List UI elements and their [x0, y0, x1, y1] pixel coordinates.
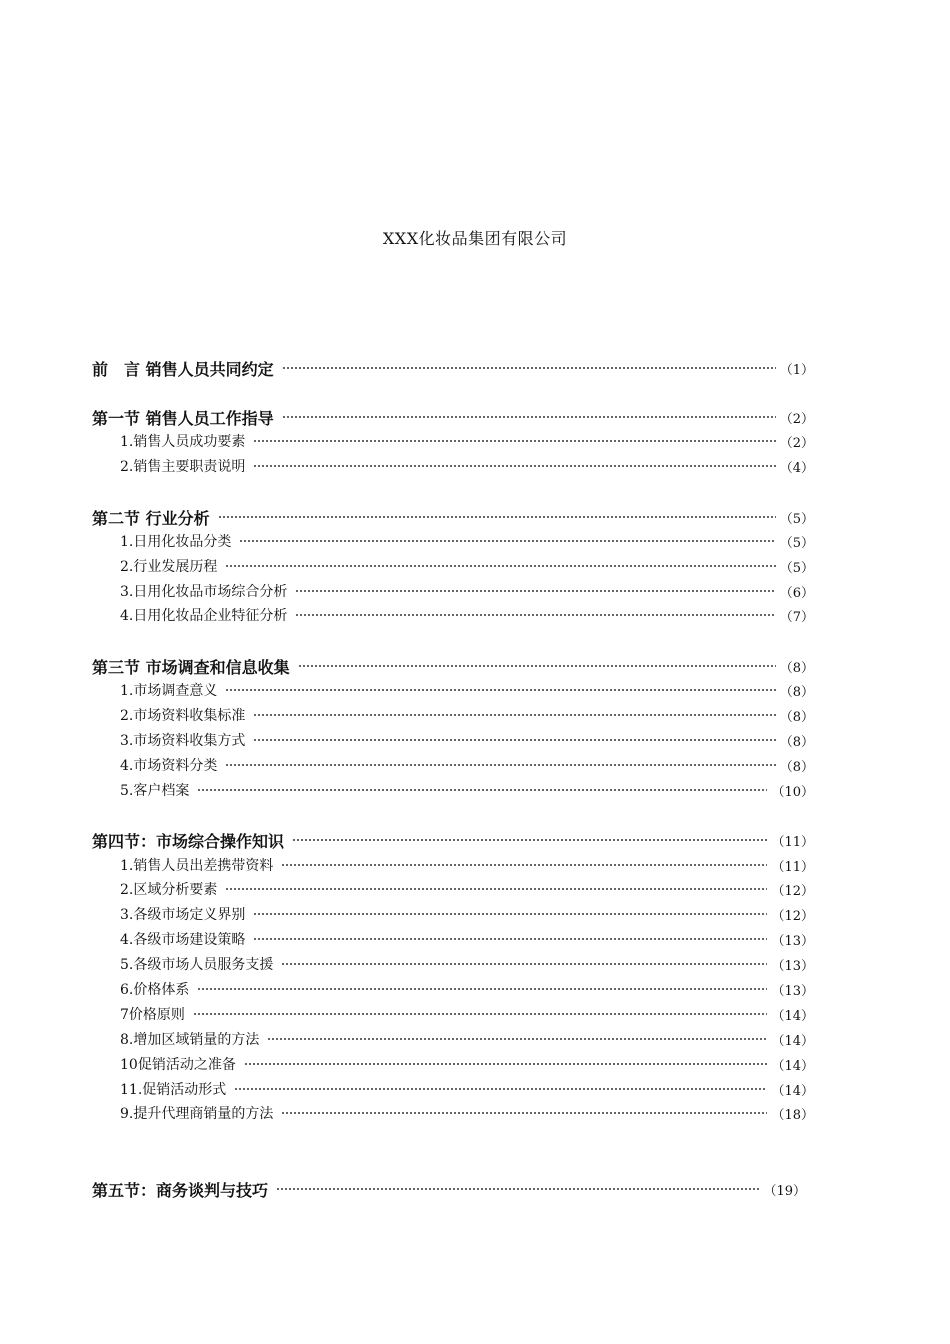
toc-label: 9.提升代理商销量的方法: [120, 1106, 274, 1122]
toc-label: 4.市场资料分类: [120, 758, 218, 774]
dot-leader: [281, 1112, 767, 1114]
toc-label: 第一节 销售人员工作指导: [92, 408, 274, 428]
dot-leader: [197, 988, 767, 990]
toc-item: [120, 928, 814, 950]
dot-leader: [253, 739, 775, 741]
toc-label: 1.日用化妆品分类: [120, 534, 232, 550]
toc-page-number: （7）: [779, 609, 814, 625]
toc-page-number: （18）: [771, 1107, 814, 1123]
dot-leader: [276, 1188, 759, 1190]
toc-page-number: （5）: [779, 560, 814, 576]
toc-item: [120, 854, 814, 876]
toc-page-number: （8）: [779, 734, 814, 750]
toc-page-number: （5）: [779, 535, 814, 551]
toc-label: 第二节 行业分析: [92, 508, 210, 528]
toc-item: [120, 729, 814, 751]
toc-label: 1.销售人员出差携带资料: [120, 858, 274, 874]
dot-leader: [197, 789, 767, 791]
toc-page-number: （5）: [779, 511, 814, 527]
toc-item: [120, 1102, 814, 1124]
toc-page-number: （8）: [779, 684, 814, 700]
toc-label: 2.销售主要职责说明: [120, 459, 246, 475]
dot-leader: [295, 614, 775, 616]
toc-section: [92, 655, 814, 677]
toc-section: [92, 1178, 806, 1200]
toc-item: [120, 779, 814, 801]
toc-page-number: （12）: [771, 883, 814, 899]
dot-leader: [282, 416, 776, 418]
toc-section: [92, 829, 814, 851]
dot-leader: [225, 689, 775, 691]
toc-label: 4.各级市场建设策略: [120, 932, 246, 948]
toc-label: 第三节 市场调查和信息收集: [92, 657, 290, 677]
toc-label: 前 言 销售人员共同约定: [92, 359, 274, 379]
dot-leader: [295, 590, 775, 592]
dot-leader: [253, 714, 775, 716]
toc-label: 2.市场资料收集标准: [120, 708, 246, 724]
toc-item: [120, 1053, 814, 1075]
toc-label: 5.各级市场人员服务支援: [120, 957, 274, 973]
toc-page-number: （13）: [771, 958, 814, 974]
toc-item: [120, 978, 814, 1000]
toc-page-number: （2）: [779, 435, 814, 451]
toc-page-number: （13）: [771, 933, 814, 949]
toc-page-number: （14）: [771, 1033, 814, 1049]
dot-leader: [234, 1088, 767, 1090]
toc-page-number: （10）: [771, 784, 814, 800]
dot-leader: [244, 1063, 768, 1065]
toc-item: [120, 530, 814, 552]
toc-item: [120, 1078, 814, 1100]
toc-page-number: （14）: [771, 1083, 814, 1099]
toc-label: 第四节：市场综合操作知识: [92, 831, 285, 851]
toc-label: 11.促销活动形式: [120, 1082, 227, 1098]
toc-item: [120, 679, 814, 701]
toc-label: 2.区域分析要素: [120, 882, 218, 898]
toc-label: 1.销售人员成功要素: [120, 434, 246, 450]
dot-leader: [298, 665, 776, 667]
dot-leader: [225, 764, 775, 766]
dot-leader: [253, 440, 775, 442]
toc-item: [120, 754, 814, 776]
toc-item: [120, 1003, 814, 1025]
dot-leader: [281, 963, 767, 965]
toc-item: [120, 1028, 814, 1050]
dot-leader: [253, 465, 775, 467]
toc-label: 3.市场资料收集方式: [120, 733, 246, 749]
toc-page-number: （8）: [779, 709, 814, 725]
toc-page-number: （19）: [763, 1183, 806, 1199]
toc-item: [120, 953, 814, 975]
toc-page-number: （1）: [779, 362, 814, 378]
dot-leader: [225, 888, 767, 890]
toc-page-number: （11）: [771, 834, 814, 850]
dot-leader: [281, 864, 767, 866]
toc-item: [120, 430, 814, 452]
toc-label: 6.价格体系: [120, 982, 190, 998]
toc-item: [120, 580, 814, 602]
toc-page-number: （8）: [779, 759, 814, 775]
toc-label: 8.增加区域销量的方法: [120, 1032, 260, 1048]
toc-item: [120, 903, 814, 925]
toc-label: 5.客户档案: [120, 783, 190, 799]
toc-page-number: （4）: [779, 460, 814, 476]
toc-label: 10促销活动之准备: [120, 1057, 236, 1073]
dot-leader: [282, 367, 776, 369]
toc-label: 2.行业发展历程: [120, 559, 218, 575]
toc-item: [120, 455, 814, 477]
toc-item: [120, 878, 814, 900]
toc-page-number: （12）: [771, 908, 814, 924]
dot-leader: [225, 565, 775, 567]
toc-label: 3.各级市场定义界别: [120, 907, 246, 923]
dot-leader: [267, 1038, 767, 1040]
dot-leader: [292, 839, 767, 841]
toc-section: [92, 357, 814, 379]
dot-leader: [193, 1013, 768, 1015]
company-title: XXX化妆品集团有限公司: [382, 229, 568, 248]
toc-item: [120, 704, 814, 726]
dot-leader: [253, 938, 767, 940]
toc-section: [92, 506, 814, 528]
toc-page-number: （14）: [771, 1058, 814, 1074]
toc-label: 3.日用化妆品市场综合分析: [120, 584, 288, 600]
dot-leader: [239, 540, 775, 542]
dot-leader: [218, 516, 776, 518]
toc-item: [120, 604, 814, 626]
toc-label: 1.市场调查意义: [120, 683, 218, 699]
toc-label: 第五节：商务谈判与技巧: [92, 1180, 269, 1200]
toc-item: [120, 555, 814, 577]
toc-label: 7价格原则: [120, 1007, 185, 1023]
toc-page-number: （2）: [779, 411, 814, 427]
toc-page-number: （11）: [771, 859, 814, 875]
toc-page-number: （13）: [771, 983, 814, 999]
toc-section: [92, 406, 814, 428]
dot-leader: [253, 913, 767, 915]
toc-label: 4.日用化妆品企业特征分析: [120, 608, 288, 624]
toc-page-number: （6）: [779, 585, 814, 601]
toc-page-number: （8）: [779, 660, 814, 676]
toc-page-number: （14）: [771, 1008, 814, 1024]
